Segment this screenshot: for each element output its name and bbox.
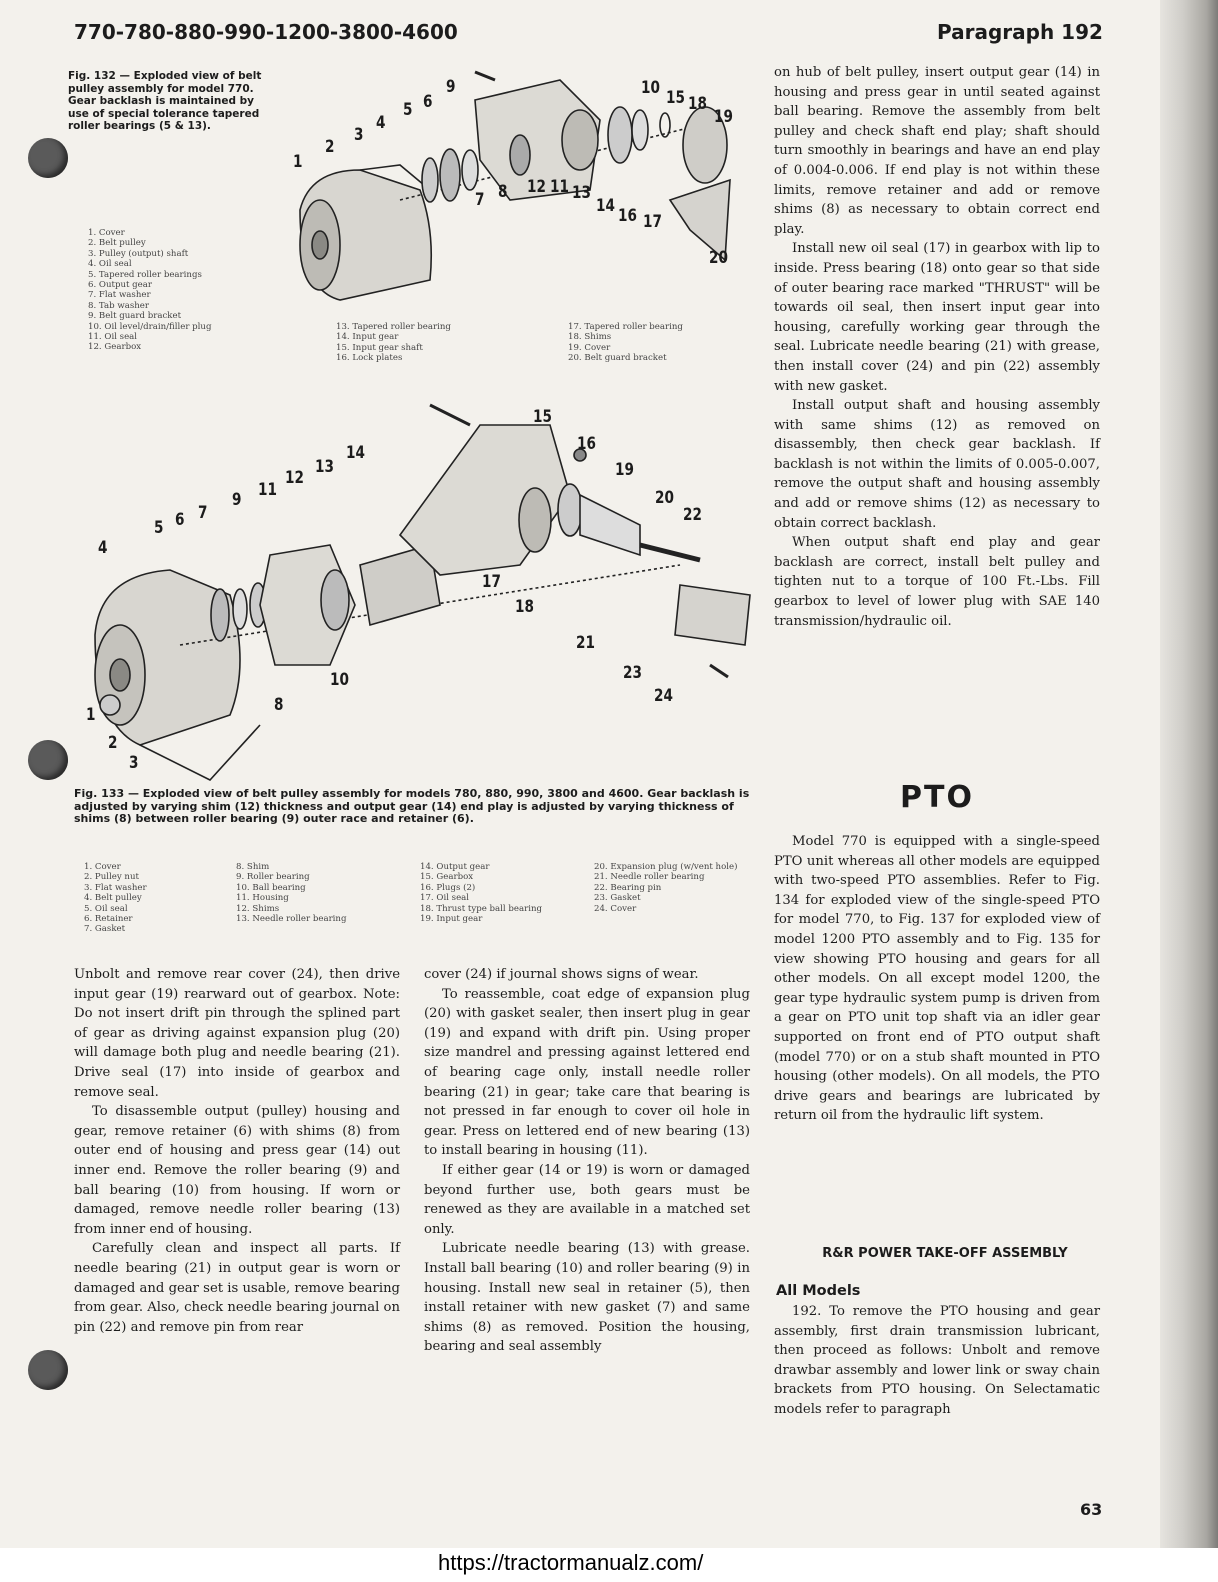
fig133-callout: 23 bbox=[623, 663, 642, 683]
pto-text: Model 770 is equipped with a single-speed PTO unit whereas all other models are equipped with two-speed PTO assemblies. Refer to Fig. 134 for exploded view of the single-speed PTO for model 770, to Fig. 137 for exploded view of model 1200 PTO assembly and to Fig. 135 for view showing PTO housing and gears for all other models. On all except model 1200, the gear type hydraulic system pump is driven from a gear on PTO unit top shaft via an idler gear supported on front end of PTO output shaft (model 770) or on a stub shaft mounted in PTO housing (other models). On all models, the PTO drive gears and bearings are lubricated by return oil from the hydraulic lift system. bbox=[774, 834, 1100, 1124]
fig133-callout: 5 bbox=[154, 518, 164, 538]
fig132-legend-col1: 1. Cover 2. Belt pulley 3. Pulley (output) shaft 4. Oil seal 5. Tapered roller bearings 6. Output gear 7. Flat washer 8. Tab washer 9. Belt guard bracket 10. Oil level/drain/filler plug 11. Oil seal 12. Gearbox bbox=[88, 228, 212, 353]
fig133-callout: 21 bbox=[576, 633, 595, 653]
binder-hole-middle bbox=[28, 740, 68, 780]
fig132-callout: 20 bbox=[709, 248, 728, 268]
paragraph-192: 192. To remove the PTO housing and gear assembly, first drain transmission lubricant, then proceed as follows: Unbolt and remove drawbar assembly and lower link or sway chain brackets from PTO housing. On Selectamatic models refer to paragraph bbox=[774, 1304, 1100, 1417]
fig133-callout: 24 bbox=[654, 686, 673, 706]
fig133-legend-col2: 8. Shim 9. Roller bearing 10. Ball bearing 11. Housing 12. Shims 13. Needle roller bearing bbox=[236, 862, 347, 925]
fig132-callout: 6 bbox=[423, 92, 433, 112]
fig133-callout: 7 bbox=[198, 503, 208, 523]
fig133-callout: 1 bbox=[86, 705, 96, 725]
fig132-callout: 19 bbox=[714, 107, 733, 127]
fig132-callout: 5 bbox=[403, 100, 413, 120]
fig132-callout: 11 bbox=[550, 177, 569, 197]
fig132-callout: 16 bbox=[618, 206, 637, 226]
fig133-callout: 2 bbox=[108, 733, 118, 753]
pto-heading: PTO bbox=[900, 780, 974, 815]
fig132-callout: 12 bbox=[527, 177, 546, 197]
fig133-callout: 9 bbox=[232, 490, 242, 510]
fig132-callout: 10 bbox=[641, 78, 660, 98]
header-models: 770-780-880-990-1200-3800-4600 bbox=[74, 20, 458, 44]
fig132-callout: 13 bbox=[572, 183, 591, 203]
left-column: Unbolt and remove rear cover (24), then drive input gear (19) rearward out of gearbox. Note: Do not insert drift pin through the splined part of gear as driving against expansion plug (20) will damage both plug and needle bearing (21). Drive seal (17) into inside of gearbox and remove seal. To disassemble output (pulley) housing and gear, remove retainer (6) with shims (8) from outer end of housing and press gear (14) out inner end. Remove the roller bearing (9) and ball bearing (10) from housing. If worn or damaged, remove needle roller bearing (13) from inner end of housing. Carefully clean and inspect all parts. If needle bearing (21) in output gear is worn or damaged and gear set is usable, remove bearing from gear. Also, check needle bearing journal on pin (22) and remove pin from rear bbox=[74, 967, 400, 1335]
page-number: 63 bbox=[1080, 1500, 1103, 1519]
header-paragraph: Paragraph 192 bbox=[937, 20, 1103, 44]
fig133-legend-col3: 14. Output gear 15. Gearbox 16. Plugs (2) 17. Oil seal 18. Thrust type ball bearing 19. Input gear bbox=[420, 862, 542, 925]
fig133-exploded-diagram bbox=[80, 395, 760, 785]
fig132-callout: 18 bbox=[688, 94, 707, 114]
fig133-callout: 19 bbox=[615, 460, 634, 480]
watermark-link[interactable]: https://tractormanualz.com/ bbox=[438, 1550, 704, 1575]
fig133-callout: 4 bbox=[98, 538, 108, 558]
fig133-callout: 8 bbox=[274, 695, 284, 715]
rr-pto-subheading: R&R POWER TAKE-OFF ASSEMBLY bbox=[822, 1246, 1068, 1261]
fig133-legend-col4: 20. Expansion plug (w/vent hole) 21. Needle roller bearing 22. Bearing pin 23. Gasket 24. Cover bbox=[594, 862, 738, 914]
fig132-callout: 15 bbox=[666, 88, 685, 108]
middle-column: cover (24) if journal shows signs of wear. To reassemble, coat edge of expansion plug (20) with gasket sealer, then insert plug in gear (19) and expand with drift pin. Using proper size mandrel and pressing against lettered end of bearing cage only, install needle roller bearing (21) in gear; take care that bearing is not pressed in far enough to cover oil hole in gear. Press on lettered end of new bearing (13) to install bearing in housing (11). If either gear (14 or 19) is worn or damaged beyond further use, both gears must be renewed as they are available in a matched set only. Lubricate needle bearing (13) with grease. Install ball bearing (10) and roller bearing (9) in housing. Install new seal in retainer (5), then install retainer with new gasket (7) and same shims (8) as removed. Position the housing, bearing and seal assembly bbox=[424, 967, 750, 1355]
fig133-callout: 10 bbox=[330, 670, 349, 690]
fig132-callout: 8 bbox=[498, 182, 508, 202]
fig132-callout: 7 bbox=[475, 190, 485, 210]
fig132-callout: 2 bbox=[325, 137, 335, 157]
fig132-legend-col3: 17. Tapered roller bearing 18. Shims 19. Cover 20. Belt guard bracket bbox=[568, 322, 683, 364]
fig133-callout: 3 bbox=[129, 753, 139, 773]
fig132-callout: 4 bbox=[376, 113, 386, 133]
fig133-callout: 16 bbox=[577, 434, 596, 454]
fig133-callout: 18 bbox=[515, 597, 534, 617]
all-models-heading: All Models bbox=[776, 1283, 861, 1299]
fig133-legend-col1: 1. Cover 2. Pulley nut 3. Flat washer 4. Belt pulley 5. Oil seal 6. Retainer 7. Gasket bbox=[84, 862, 147, 935]
fig133-callout: 6 bbox=[175, 510, 185, 530]
fig132-legend-col2: 13. Tapered roller bearing 14. Input gear 15. Input gear shaft 16. Lock plates bbox=[336, 322, 451, 364]
fig132-callout: 3 bbox=[354, 125, 364, 145]
page-edge bbox=[1160, 0, 1218, 1548]
fig133-callout: 12 bbox=[285, 468, 304, 488]
binder-hole-bottom bbox=[28, 1350, 68, 1390]
fig133-callout: 13 bbox=[315, 457, 334, 477]
fig133-caption: Fig. 133 — Exploded view of belt pulley assembly for models 780, 880, 990, 3800 and 4600. Gear backlash is adjusted by varying shim (12) thickness and output gear (14) end play is adjusted by varying thickness of shims (8) between roller bearing (9) outer race and retainer (6). bbox=[74, 787, 750, 825]
fig133-callout: 22 bbox=[683, 505, 702, 525]
binder-hole-top bbox=[28, 138, 68, 178]
fig132-callout: 17 bbox=[643, 212, 662, 232]
right-column-top: on hub of belt pulley, insert output gear (14) in housing and press gear in until seated against ball bearing. Remove the assembly from belt pulley and check shaft end play; shaft should turn smoothly in bearings and have an end play of 0.004-0.006. If end play is not within these limits, remove retainer and add or remove shims (8) as necessary to obtain correct end play. Install new oil seal (17) in gearbox with lip to inside. Press bearing (18) onto gear so that side of outer bearing race marked "THRUST" will be towards oil seal, then insert input gear into housing, carefully working gear through the seal. Lubricate needle bearing (21) with grease, then install cover (24) and pin (22) assembly with new gasket. Install output shaft and housing assembly with same shims (12) as removed on disassembly, then check gear backlash. If backlash is not within the limits of 0.005-0.007, remove the output shaft and housing assembly and add or remove shims (12) as necessary to obtain correct backlash. When output shaft end play and gear backlash are correct, install belt pulley and tighten nut to a torque of 100 Ft.-Lbs. Fill gearbox to level of lower plug with SAE 140 transmission/hydraulic oil. bbox=[774, 65, 1100, 629]
watermark-bar bbox=[0, 1548, 1218, 1582]
fig133-callout: 14 bbox=[346, 443, 365, 463]
fig132-callout: 9 bbox=[446, 77, 456, 97]
fig133-callout: 17 bbox=[482, 572, 501, 592]
fig133-callout: 20 bbox=[655, 488, 674, 508]
fig132-caption: Fig. 132 — Exploded view of belt pulley assembly for model 770. Gear backlash is maintained by use of special tolerance tapered roller bearings (5 & 13). bbox=[68, 70, 262, 132]
fig133-callout: 15 bbox=[533, 407, 552, 427]
fig132-callout: 1 bbox=[293, 152, 303, 172]
fig133-callout: 11 bbox=[258, 480, 277, 500]
fig132-callout: 14 bbox=[596, 196, 615, 216]
